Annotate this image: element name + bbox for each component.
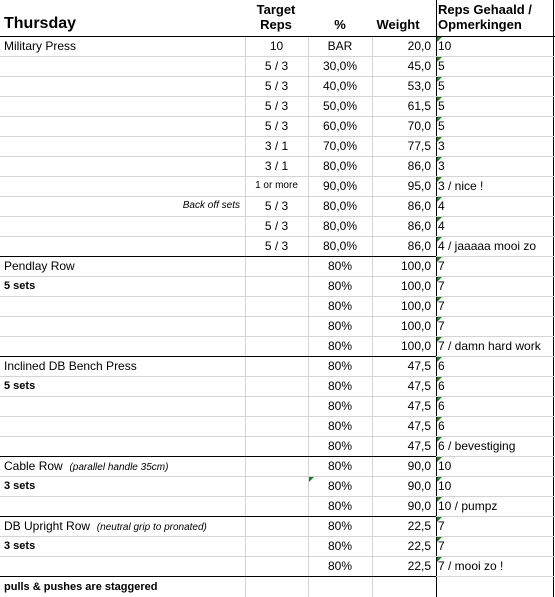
weight[interactable]: 70,0: [407, 119, 431, 133]
percent[interactable]: BAR: [327, 39, 353, 53]
reps-note[interactable]: 6: [438, 399, 445, 413]
header-target-reps[interactable]: Target Reps: [256, 2, 296, 32]
percent[interactable]: 70,0%: [322, 139, 358, 153]
exercise-name[interactable]: Inclined DB Bench Press: [4, 359, 137, 373]
weight[interactable]: 95,0: [407, 179, 431, 193]
comment-marker-icon: [437, 157, 442, 162]
weight[interactable]: 22,5: [407, 559, 431, 573]
reps-note[interactable]: 5: [438, 59, 445, 73]
reps-note[interactable]: 5: [438, 99, 445, 113]
percent[interactable]: 40,0%: [322, 79, 358, 93]
comment-marker-icon: [437, 277, 442, 282]
weight[interactable]: 22,5: [407, 539, 431, 553]
weight[interactable]: 20,0: [407, 39, 431, 53]
target-reps[interactable]: 5 / 3: [264, 59, 289, 73]
comment-marker-icon: [437, 217, 442, 222]
weight[interactable]: 22,5: [407, 519, 431, 533]
header-day[interactable]: Thursday: [4, 15, 77, 32]
comment-marker-icon: [437, 457, 442, 462]
comment-marker-icon: [437, 137, 442, 142]
comment-marker-icon: [437, 97, 442, 102]
weight[interactable]: 90,0: [407, 459, 431, 473]
reps-note[interactable]: 7: [438, 319, 445, 333]
weight[interactable]: 100,0: [400, 319, 431, 333]
comment-marker-icon: [437, 437, 442, 442]
exercise-sets[interactable]: 5 sets: [4, 280, 36, 292]
target-reps[interactable]: 5 / 3: [264, 99, 289, 113]
percent[interactable]: 80%: [327, 359, 353, 373]
comment-marker-icon: [437, 37, 442, 42]
reps-note[interactable]: 10 / pumpz: [438, 499, 498, 513]
reps-note[interactable]: 3: [438, 139, 445, 153]
percent[interactable]: 80%: [327, 299, 353, 313]
comment-marker-icon: [437, 197, 442, 202]
reps-note[interactable]: 3 / nice !: [438, 179, 484, 193]
comment-marker-icon: [437, 237, 442, 242]
header-percent[interactable]: %: [334, 17, 346, 32]
exercise-detail: (neutral grip to pronated): [94, 522, 207, 533]
weight[interactable]: 77,5: [407, 139, 431, 153]
percent[interactable]: 80%: [327, 559, 353, 573]
weight[interactable]: 47,5: [407, 359, 431, 373]
reps-note[interactable]: 7: [438, 259, 445, 273]
percent[interactable]: 80%: [327, 539, 353, 553]
percent[interactable]: 80%: [327, 459, 353, 473]
comment-marker-icon: [437, 537, 442, 542]
reps-note[interactable]: 7: [438, 279, 445, 293]
header-weight[interactable]: Weight: [376, 17, 420, 32]
comment-marker-icon: [437, 297, 442, 302]
target-reps[interactable]: 3 / 1: [264, 159, 289, 173]
reps-note[interactable]: 10: [438, 39, 452, 53]
comment-marker-icon: [437, 417, 442, 422]
weight[interactable]: 53,0: [407, 79, 431, 93]
weight[interactable]: 86,0: [407, 219, 431, 233]
reps-note[interactable]: 6: [438, 419, 445, 433]
weight[interactable]: 47,5: [407, 379, 431, 393]
percent[interactable]: 80%: [327, 499, 353, 513]
reps-note[interactable]: 4: [438, 219, 445, 233]
comment-marker-icon: [437, 317, 442, 322]
comment-marker-icon: [437, 257, 442, 262]
target-reps[interactable]: 5 / 3: [264, 199, 289, 213]
exercise-name[interactable]: DB Upright Row (neutral grip to pronated): [4, 519, 207, 533]
weight[interactable]: 100,0: [400, 299, 431, 313]
exercise-detail: (parallel handle 35cm): [66, 462, 169, 473]
reps-note[interactable]: 4 / jaaaaa mooi zo: [438, 239, 537, 253]
percent[interactable]: 80,0%: [322, 219, 358, 233]
reps-note[interactable]: 10: [438, 479, 452, 493]
row-label[interactable]: Back off sets: [182, 200, 240, 211]
percent[interactable]: 80%: [327, 259, 353, 273]
target-reps[interactable]: 5 / 3: [264, 239, 289, 253]
reps-note[interactable]: 7: [438, 519, 445, 533]
comment-marker-icon: [309, 477, 314, 482]
percent[interactable]: 80%: [327, 339, 353, 353]
percent[interactable]: 30,0%: [322, 59, 358, 73]
percent[interactable]: 80,0%: [322, 239, 358, 253]
reps-note[interactable]: 4: [438, 199, 445, 213]
reps-note[interactable]: 6: [438, 359, 445, 373]
comment-marker-icon: [437, 517, 442, 522]
weight[interactable]: 47,5: [407, 399, 431, 413]
reps-note[interactable]: 6 / bevestiging: [438, 439, 516, 453]
weight[interactable]: 90,0: [407, 479, 431, 493]
comment-marker-icon: [437, 337, 442, 342]
reps-note[interactable]: 5: [438, 119, 445, 133]
percent[interactable]: 80%: [327, 279, 353, 293]
reps-note[interactable]: 7: [438, 299, 445, 313]
reps-note[interactable]: 3: [438, 159, 445, 173]
comment-marker-icon: [437, 377, 442, 382]
reps-note[interactable]: 7 / damn hard work: [438, 339, 541, 353]
exercise-name[interactable]: Military Press: [4, 39, 77, 53]
comment-marker-icon: [437, 557, 442, 562]
footer-note[interactable]: pulls & pushes are staggered: [4, 581, 158, 593]
percent[interactable]: 80%: [327, 399, 353, 413]
reps-note[interactable]: 6: [438, 379, 445, 393]
target-reps[interactable]: 1 or more: [255, 180, 298, 191]
percent[interactable]: 80,0%: [322, 159, 358, 173]
percent[interactable]: 80%: [327, 439, 353, 453]
comment-marker-icon: [437, 57, 442, 62]
percent[interactable]: 80%: [327, 479, 353, 493]
comment-marker-icon: [437, 177, 442, 182]
target-reps[interactable]: 5 / 3: [264, 79, 289, 93]
exercise-name[interactable]: Pendlay Row: [4, 259, 75, 273]
weight[interactable]: 86,0: [407, 159, 431, 173]
comment-marker-icon: [437, 117, 442, 122]
target-reps[interactable]: 5 / 3: [264, 119, 289, 133]
percent[interactable]: 60,0%: [322, 119, 358, 133]
percent[interactable]: 80,0%: [322, 199, 358, 213]
comment-marker-icon: [437, 477, 442, 482]
weight[interactable]: 61,5: [407, 99, 431, 113]
exercise-sets[interactable]: 5 sets: [4, 380, 36, 392]
comment-marker-icon: [437, 77, 442, 82]
reps-note[interactable]: 7 / mooi zo !: [438, 559, 504, 573]
exercise-name[interactable]: Cable Row (parallel handle 35cm): [4, 459, 169, 473]
target-reps[interactable]: 10: [269, 39, 284, 53]
weight[interactable]: 100,0: [400, 279, 431, 293]
target-reps[interactable]: 5 / 3: [264, 219, 289, 233]
percent[interactable]: 50,0%: [322, 99, 358, 113]
comment-marker-icon: [437, 397, 442, 402]
weight[interactable]: 100,0: [400, 339, 431, 353]
exercise-sets[interactable]: 3 sets: [4, 540, 36, 552]
percent[interactable]: 80%: [327, 319, 353, 333]
reps-note[interactable]: 7: [438, 539, 445, 553]
exercise-sets[interactable]: 3 sets: [4, 480, 36, 492]
weight[interactable]: 86,0: [407, 239, 431, 253]
target-reps[interactable]: 3 / 1: [264, 139, 289, 153]
reps-note[interactable]: 5: [438, 79, 445, 93]
weight[interactable]: 86,0: [407, 199, 431, 213]
weight[interactable]: 100,0: [400, 259, 431, 273]
weight[interactable]: 45,0: [407, 59, 431, 73]
reps-note[interactable]: 10: [438, 459, 452, 473]
comment-marker-icon: [437, 497, 442, 502]
percent[interactable]: 90,0%: [322, 179, 358, 193]
percent[interactable]: 80%: [327, 419, 353, 433]
sheet-right-border: [553, 0, 554, 597]
percent[interactable]: 80%: [327, 519, 353, 533]
comment-marker-icon: [437, 357, 442, 362]
weight[interactable]: 47,5: [407, 419, 431, 433]
weight[interactable]: 47,5: [407, 439, 431, 453]
header-notes[interactable]: Reps Gehaald / Opmerkingen: [438, 2, 532, 32]
weight[interactable]: 90,0: [407, 499, 431, 513]
percent[interactable]: 80%: [327, 379, 353, 393]
